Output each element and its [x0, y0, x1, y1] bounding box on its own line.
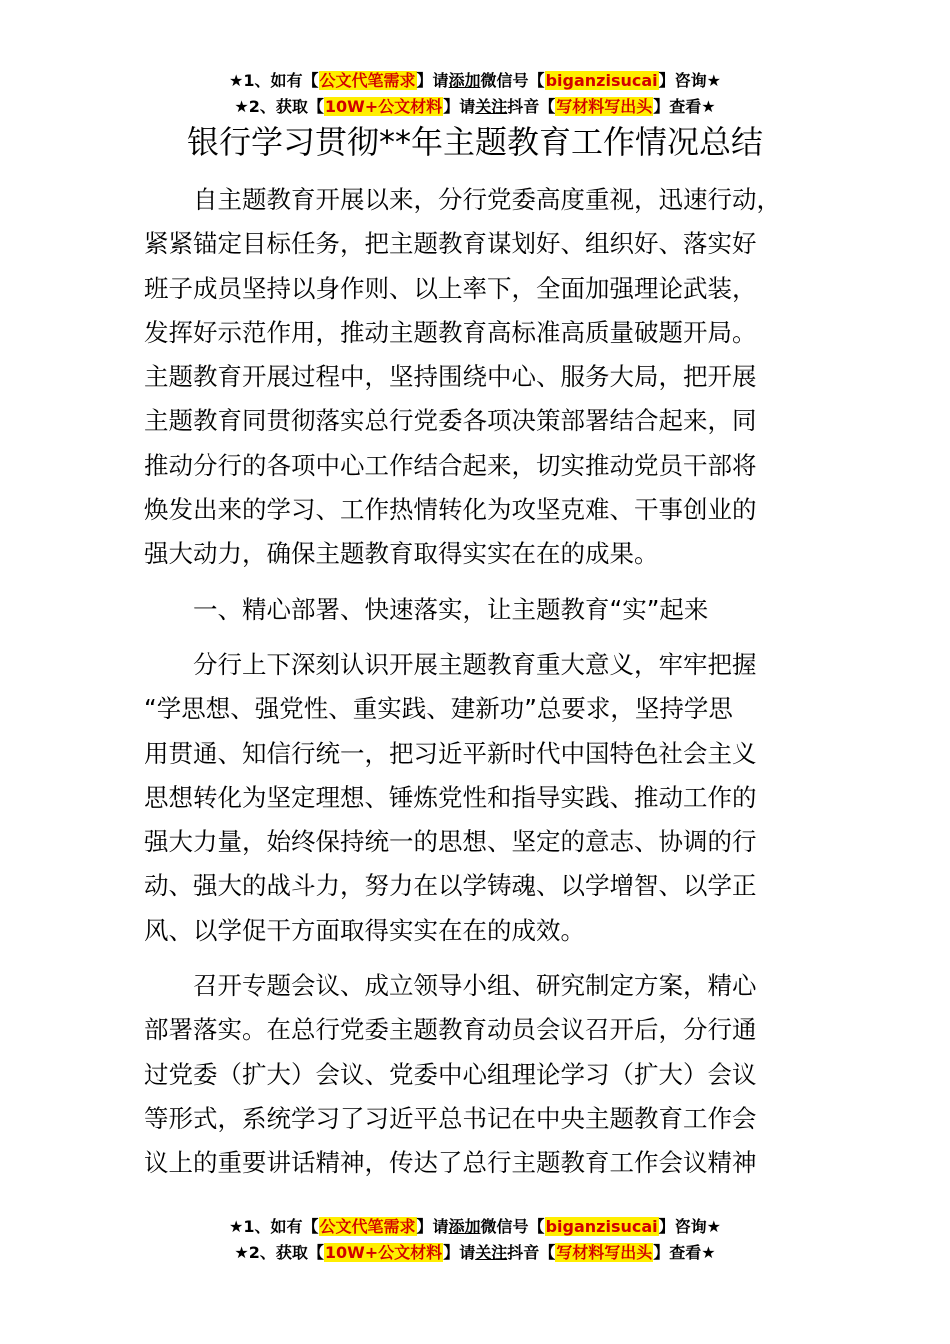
promo-highlight: 公文代笔需求: [319, 71, 416, 90]
promo-line-1: [0, 68, 950, 94]
text-line: 过党委（扩大）会议、党委中心组理论学习（扩大）会议: [144, 1059, 757, 1089]
text-line: 紧紧锚定目标任务，把主题教育谋划好、组织好、落实好: [144, 229, 757, 259]
paragraph-intro: [144, 178, 844, 577]
text-line: 等形式，系统学习了习近平总书记在中央主题教育工作会: [144, 1103, 757, 1133]
promo-text: 微信号【: [480, 1217, 545, 1236]
promo-highlight: biganzisucai: [545, 71, 658, 90]
promo-line-2: [0, 94, 950, 120]
promo-underline: 关注: [475, 1243, 508, 1262]
promo-banner-top: [0, 68, 950, 120]
promo-highlight: 公文代笔需求: [319, 1217, 416, 1236]
promo-text: 】请: [416, 1217, 449, 1236]
document-title: 银行学习贯彻**年主题教育工作情况总结: [186, 123, 763, 161]
paragraph-body: [144, 964, 844, 1185]
promo-text: 抖音【: [507, 97, 556, 116]
paragraph-body: [144, 643, 844, 953]
promo-text: 】请: [416, 71, 449, 90]
text-line: 分行上下深刻认识开展主题教育重大意义，牢牢把握: [193, 649, 757, 679]
promo-line-1: [0, 1214, 950, 1240]
text-line: 召开专题会议、成立领导小组、研究制定方案，精心: [193, 971, 757, 1001]
text-line: 部署落实。在总行党委主题教育动员会议召开后，分行通: [144, 1015, 757, 1045]
section-heading: [144, 588, 844, 632]
promo-text: ★2、获取【: [234, 1243, 324, 1262]
text-line: 强大动力，确保主题教育取得实实在在的成果。: [144, 539, 659, 569]
text-line: 焕发出来的学习、工作热情转化为攻坚克难、干事创业的: [144, 495, 757, 525]
promo-text: 】咨询★: [658, 1217, 721, 1236]
promo-text: 微信号【: [480, 71, 545, 90]
promo-underline: 添加: [448, 1217, 481, 1236]
text-line: 风、以学促干方面取得实实在在的成效。: [144, 915, 585, 945]
text-line: “学思想、强党性、重实践、建新功”总要求，坚持学思: [144, 694, 733, 724]
promo-text: 】查看★: [653, 1243, 716, 1262]
text-line: 强大力量，始终保持统一的思想、坚定的意志、协调的行: [144, 827, 757, 857]
promo-text: 】请: [443, 1243, 476, 1262]
promo-underline: 添加: [448, 71, 481, 90]
promo-highlight: 写材料写出头: [556, 1243, 653, 1262]
promo-line-2: [0, 1240, 950, 1266]
promo-text: ★1、如有【: [229, 1217, 319, 1236]
promo-highlight: biganzisucai: [545, 1217, 658, 1236]
text-line: 思想转化为坚定理想、锤炼党性和指导实践、推动工作的: [144, 782, 757, 812]
text-line: 用贯通、知信行统一，把习近平新时代中国特色社会主义: [144, 738, 757, 768]
text-line: 动、强大的战斗力，努力在以学铸魂、以学增智、以学正: [144, 871, 757, 901]
text-line: 议上的重要讲话精神，传达了总行主题教育工作会议精神: [144, 1148, 757, 1178]
promo-banner-bottom: [0, 1214, 950, 1266]
text-line: 主题教育开展过程中，坚持围绕中心、服务大局，把开展: [144, 362, 757, 392]
promo-text: 抖音【: [507, 1243, 556, 1262]
text-line: 推动分行的各项中心工作结合起来，切实推动党员干部将: [144, 450, 757, 480]
promo-text: 】咨询★: [658, 71, 721, 90]
promo-text: 】请: [443, 97, 476, 116]
promo-highlight: 10W+公文材料: [324, 1243, 443, 1262]
text-line: 班子成员坚持以身作则、以上率下，全面加强理论武装，: [144, 273, 757, 303]
document-body: [144, 178, 844, 1186]
promo-text: ★1、如有【: [229, 71, 319, 90]
text-line: 一、精心部署、快速落实，让主题教育“实”起来: [193, 594, 709, 624]
promo-text: 】查看★: [653, 97, 716, 116]
text-line: 发挥好示范作用，推动主题教育高标准高质量破题开局。: [144, 317, 757, 347]
text-line: 主题教育同贯彻落实总行党委各项决策部署结合起来，同: [144, 406, 757, 436]
promo-underline: 关注: [475, 97, 508, 116]
promo-text: ★2、获取【: [234, 97, 324, 116]
text-line: 自主题教育开展以来，分行党委高度重视，迅速行动，: [193, 185, 781, 214]
promo-highlight: 写材料写出头: [556, 97, 653, 116]
promo-highlight: 10W+公文材料: [324, 97, 443, 116]
